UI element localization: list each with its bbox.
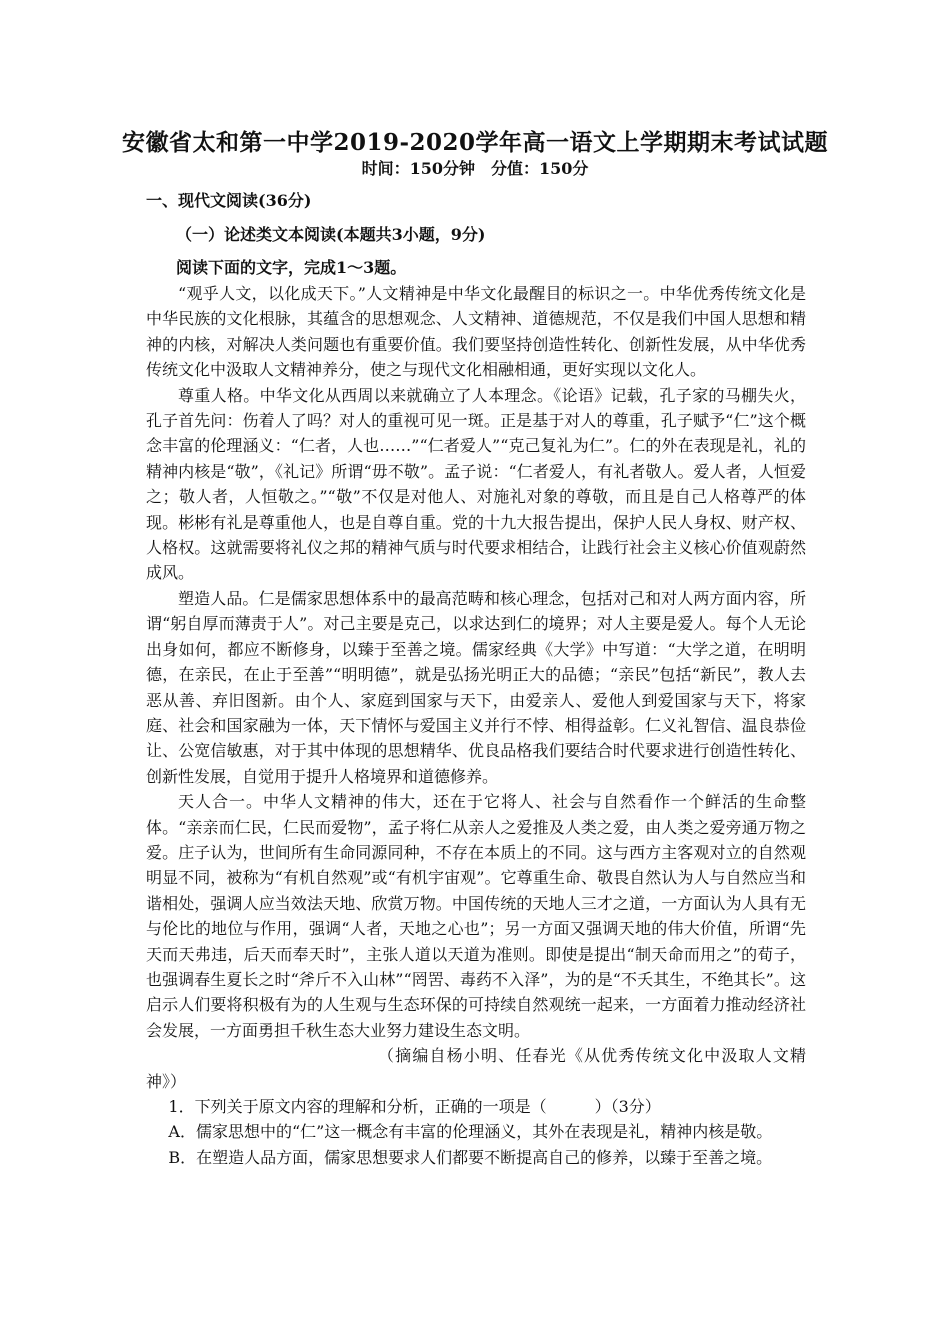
page-title: 安徽省太和第一中学2019-2020学年高一语文上学期期末考试试题 <box>121 129 829 156</box>
reading-instruction: 阅读下面的文字，完成1～3题。 <box>176 258 407 277</box>
passage-paragraph: “观乎人文，以化成天下。”人文精神是中华文化最醒目的标识之一。中华优秀传统文化是中华民族的文化根脉，其蕴含的思想观念、人文精神、道德规范，不仅是我们中国人思想和精神的内核，对解决人类问题也有重要价值。我们要坚持创造性转化、创新性发展，从中华优秀传统文化中汲取人文精神养分，使之与现代文化相融相通，更好实现以文化人。 <box>146 284 806 380</box>
passage-paragraph: 塑造人品。仁是儒家思想体系中的最高范畴和核心理念，包括对己和对人两方面内容，所谓“躬自厚而薄责于人”。对己主要是克己，以求达到仁的境界；对人主要是爱人。每个人无论出身如何，都应不断修身，以臻于至善之境。儒家经典《大学》中写道：“大学之道，在明明德，在亲民，在止于至善”“明明德”，就是弘扬光明正大的品德；“亲民”包括“新民”，教人去恶从善、弃旧图新。由个人、家庭到国家与天下，由爱亲人、爱他人到爱国家与天下，将家庭、社会和国家融为一体，天下情怀与爱国主义并行不悖、相得益彰。仁义礼智信、温良恭俭让、公宽信敏惠，对于其中体现的思想精华、优良品格我们要结合时代要求进行创造性转化、创新性发展，自觉用于提升人格境界和道德修养。 <box>146 588 806 786</box>
subsection-heading: （一）论述类文本阅读(本题共3小题，9分) <box>176 225 486 244</box>
exam-time-score: 时间：150分钟 分值：150分 <box>361 159 589 178</box>
question-1-option-a: A．儒家思想中的“仁”这一概念有丰富的伦理涵义，其外在表现是礼，精神内核是敬。 <box>168 1122 773 1142</box>
passage-source: （摘编自杨小明、任春光《从优秀传统文化中汲取人文精神》） <box>146 1046 806 1091</box>
passage-paragraph: 天人合一。中华人文精神的伟大，还在于它将人、社会与自然看作一个鲜活的生命整体。“亲亲而仁民，仁民而爱物”，孟子将仁从亲人之爱推及人类之爱，由人类之爱旁通万物之爱。庄子认为，世间所有生命同源同种，不存在本质上的不同。这与西方主客观对立的自然观明显不同，被称为“有机自然观”或“有机宇宙观”。它尊重生命、敬畏自然认为人与自然应当和谐相处，强调人应当效法天地、欣赏万物。中国传统的天地人三才之道，一方面认为人具有无与伦比的地位与作用，强调“人者，天地之心也”；另一方面又强调天地的伟大价值，所谓“先天而天弗违，后天而奉天时”，主张人道以天道为准则。即使是提出“制天命而用之”的荀子，也强调春生夏长之时“斧斤不入山林”“罔罟、毒药不入泽”，为的是“不夭其生，不绝其长”。这启示人们要将积极有为的人生观与生态环保的可持续自然观统一起来，一方面着力推动经济社会发展，一方面勇担千秋生态大业努力建设生态文明。 <box>146 792 806 1040</box>
passage-paragraph: 尊重人格。中华文化从西周以来就确立了人本理念。《论语》记载，孔子家的马棚失火，孔子首先问：伤着人了吗？对人的重视可见一斑。正是基于对人的尊重，孔子赋予“仁”这个概念丰富的伦理涵义：“仁者，人也……”“仁者爱人”“克己复礼为仁”。仁的外在表现是礼，礼的精神内核是“敬”，《礼记》所谓“毋不敬”。孟子说：“仁者爱人，有礼者敬人。爱人者，人恒爱之；敬人者，人恒敬之。”“敬”不仅是对他人、对施礼对象的尊敬，而且是自己人格尊严的体现。彬彬有礼是尊重他人，也是自尊自重。党的十九大报告提出，保护人民人身权、财产权、人格权。这就需要将礼仪之邦的精神气质与时代要求相结合，让践行社会主义核心价值观蔚然成风。 <box>146 385 806 583</box>
passage-body <box>146 281 806 1170</box>
section-heading: 一、现代文阅读(36分) <box>146 191 312 210</box>
question-1: 1．下列关于原文内容的理解和分析，正确的一项是（ ）（3分） <box>168 1097 661 1116</box>
question-1-option-b: B．在塑造人品方面，儒家思想要求人们都要不断提高自己的修养，以臻于至善之境。 <box>168 1147 773 1167</box>
